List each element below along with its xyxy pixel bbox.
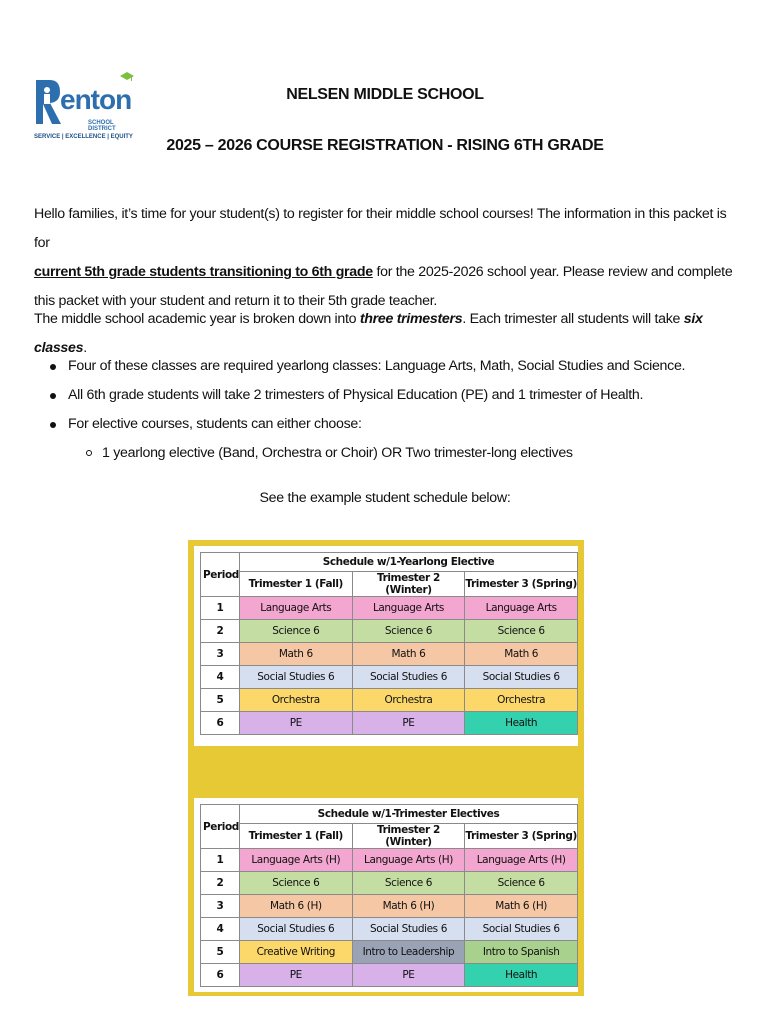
course-cell: Science 6 — [239, 620, 352, 643]
course-cell: Intro to Spanish — [465, 941, 578, 964]
table-title-row — [201, 553, 578, 572]
bullet-icon — [50, 422, 56, 428]
period-number: 2 — [201, 872, 240, 895]
column-header: Trimester 3 (Spring) — [465, 824, 578, 849]
table-row — [201, 872, 578, 895]
list-item — [34, 352, 685, 381]
list-item-text: For elective courses, students can either choose: — [68, 416, 362, 432]
table-row — [201, 918, 578, 941]
list-item — [34, 381, 685, 410]
course-cell: Language Arts — [465, 597, 578, 620]
course-cell: Intro to Leadership — [352, 941, 465, 964]
course-cell: PE — [239, 712, 352, 735]
bullet-icon — [50, 393, 56, 399]
table-title: Schedule w/1-Yearlong Elective — [239, 553, 577, 572]
school-name: NELSEN MIDDLE SCHOOL — [286, 86, 484, 103]
period-number: 2 — [201, 620, 240, 643]
course-cell: PE — [352, 964, 465, 987]
course-cell: Social Studies 6 — [352, 666, 465, 689]
course-cell: Math 6 (H) — [465, 895, 578, 918]
intro-text-1: Hello families, it’s time for your student(s) to register for their middle school courses! The information in this packet is for — [34, 206, 727, 251]
course-cell: Health — [465, 964, 578, 987]
course-cell: Math 6 — [239, 643, 352, 666]
graduation-cap-icon — [120, 72, 134, 82]
table-title-row — [201, 805, 578, 824]
structure-after: . — [83, 340, 87, 356]
structure-emph-classes: six classes — [34, 311, 703, 356]
period-number: 1 — [201, 849, 240, 872]
table-header-row — [201, 824, 578, 849]
intro-paragraph — [34, 200, 740, 316]
course-cell: Math 6 (H) — [239, 895, 352, 918]
course-cell: Language Arts (H) — [352, 849, 465, 872]
course-cell: Orchestra — [239, 689, 352, 712]
example-schedules-panel — [188, 540, 584, 996]
bullet-icon — [50, 364, 56, 370]
column-header: Trimester 2 (Winter) — [352, 572, 465, 597]
course-cell: Social Studies 6 — [352, 918, 465, 941]
course-cell: Math 6 — [352, 643, 465, 666]
course-cell: Creative Writing — [239, 941, 352, 964]
course-cell: Language Arts (H) — [239, 849, 352, 872]
course-cell: Orchestra — [352, 689, 465, 712]
table-row — [201, 597, 578, 620]
column-header: Trimester 1 (Fall) — [239, 572, 352, 597]
logo-motto: SERVICE | EXCELLENCE | EQUITY — [34, 134, 133, 140]
sub-list-item-text: 1 yearlong elective (Band, Orchestra or Choir) OR Two trimester-long electives — [102, 445, 573, 461]
period-number: 5 — [201, 941, 240, 964]
schedule-caption: See the example student schedule below: — [259, 490, 511, 506]
course-cell: Language Arts — [239, 597, 352, 620]
course-cell: PE — [239, 964, 352, 987]
table-title: Schedule w/1-Trimester Electives — [239, 805, 577, 824]
list-item-text: All 6th grade students will take 2 trimesters of Physical Education (PE) and 1 trimester of Health. — [68, 387, 644, 403]
course-cell: Science 6 — [239, 872, 352, 895]
table-row — [201, 964, 578, 987]
column-header: Trimester 3 (Spring) — [465, 572, 578, 597]
course-cell: Science 6 — [352, 872, 465, 895]
period-number: 4 — [201, 666, 240, 689]
course-cell: Language Arts (H) — [465, 849, 578, 872]
course-cell: Social Studies 6 — [239, 666, 352, 689]
period-number: 6 — [201, 712, 240, 735]
intro-text-2: for the 2025-2026 school year. Please review and complete this packet with your student and return it to their 5th grade teacher. — [34, 264, 733, 309]
period-number: 4 — [201, 918, 240, 941]
renton-r-emblem-icon — [34, 76, 62, 126]
schedule-table-yearlong — [200, 552, 578, 735]
table-row — [201, 689, 578, 712]
page-title: 2025 – 2026 COURSE REGISTRATION - RISING 6TH GRADE — [166, 137, 604, 154]
structure-middle: . Each trimester all students will take — [462, 311, 684, 327]
period-number: 5 — [201, 689, 240, 712]
course-cell: Orchestra — [465, 689, 578, 712]
structure-emph-trimesters: three trimesters — [359, 311, 463, 327]
course-cell: PE — [352, 712, 465, 735]
course-cell: Science 6 — [465, 620, 578, 643]
course-cell: Math 6 (H) — [352, 895, 465, 918]
table-row — [201, 712, 578, 735]
course-cell: Math 6 — [465, 643, 578, 666]
table-row — [201, 666, 578, 689]
table-row — [201, 643, 578, 666]
table-row — [201, 941, 578, 964]
column-header: Trimester 2 (Winter) — [352, 824, 465, 849]
period-number: 6 — [201, 964, 240, 987]
requirements-list — [34, 352, 685, 468]
period-header: Period — [201, 805, 240, 849]
hollow-bullet-icon — [86, 450, 92, 456]
schedule-table-trimester — [200, 804, 578, 987]
structure-before: The middle school academic year is broken down into — [34, 311, 360, 327]
schedule-table-trimester-box — [194, 798, 578, 992]
table-header-row — [201, 572, 578, 597]
period-number: 3 — [201, 643, 240, 666]
course-cell: Health — [465, 712, 578, 735]
course-cell: Social Studies 6 — [465, 918, 578, 941]
period-header: Period — [201, 553, 240, 597]
list-item — [34, 410, 685, 439]
intro-underlined: current 5th grade students transitioning to 6th grade — [34, 264, 373, 280]
schedule-table-yearlong-box — [194, 546, 578, 746]
course-cell: Language Arts — [352, 597, 465, 620]
table-row — [201, 620, 578, 643]
period-number: 1 — [201, 597, 240, 620]
column-header: Trimester 1 (Fall) — [239, 824, 352, 849]
logo-district: SCHOOL DISTRICT — [88, 120, 116, 132]
course-cell: Social Studies 6 — [239, 918, 352, 941]
course-cell: Social Studies 6 — [465, 666, 578, 689]
period-number: 3 — [201, 895, 240, 918]
sub-list-item — [34, 439, 685, 468]
course-cell: Science 6 — [465, 872, 578, 895]
list-item-text: Four of these classes are required yearlong classes: Language Arts, Math, Social Studies and Science. — [68, 358, 686, 374]
table-row — [201, 849, 578, 872]
logo-wordmark: enton — [60, 84, 132, 115]
table-row — [201, 895, 578, 918]
course-cell: Science 6 — [352, 620, 465, 643]
